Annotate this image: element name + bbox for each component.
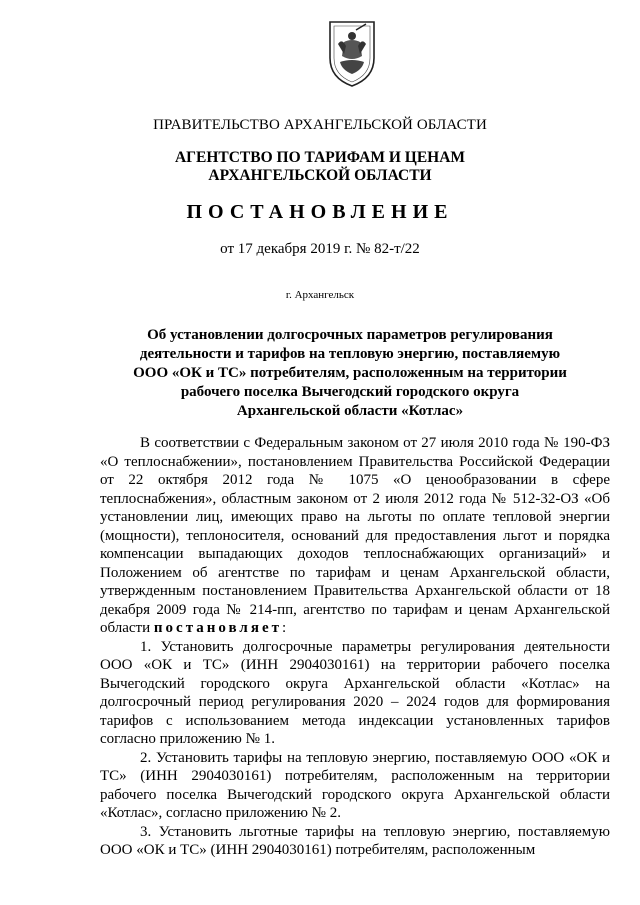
agency-name-line1: АГЕНТСТВО ПО ТАРИФАМ И ЦЕНАМ bbox=[174, 149, 466, 166]
item-paragraph: 3. Установить льготные тарифы на тепловую энергию, поставляемую ООО «ОК и ТС» (ИНН 2904030161) потребителям, расположенным bbox=[100, 823, 610, 858]
subject-line: деятельности и тарифов на тепловую энергию, поставляемую bbox=[139, 346, 561, 362]
subject-line: Архангельской области «Котлас» bbox=[236, 403, 464, 419]
agency-name-line2: АРХАНГЕЛЬСКОЙ ОБЛАСТИ bbox=[208, 167, 432, 184]
coat-of-arms-emblem bbox=[326, 18, 378, 88]
intro-text: В соответствии с Федеральным законом от 27 июля 2010 года № 190-ФЗ «О теплоснабжении», постановлением Правительства Российской Федерации от 22 октября 2012 года № 1075 «О ценообразовании в сфере теплоснабжения», областным законом от 2 июля 2012 года № 512-32-ОЗ «Об установлении лиц, имеющих право на льготы по оплате тепловой энергии (мощности), теплоносителя, оснований для предоставления льгот и порядка компенсации выпадающих доходов теплоснабжающих организаций» и Положением об агентстве по тарифам и ценам Архангельской области, утвержденным постановлением Правительства Архангельской области от 18 декабря 2009 года № 214-пп, агентство по тарифам и ценам Архангельской области bbox=[100, 435, 610, 636]
item-paragraph: 2. Установить тарифы на тепловую энергию, поставляемую ООО «ОК и ТС» (ИНН 2904030161) потребителям, расположенным на территории рабочего поселка Вычегодский городского округа Архангельской области «Котлас», согласно приложению № 2. bbox=[100, 749, 610, 821]
city-name: г. Архангельск bbox=[285, 289, 355, 301]
intro-paragraph: В соответствии с Федеральным законом от 27 июля 2010 года № 190-ФЗ «О теплоснабжении», постановлением Правительства Российской Федерации от 22 октября 2012 года № 1075 «О ценообразовании в сфере теплоснабжения», областным законом от 2 июля 2012 года № 512-32-ОЗ «Об установлении лиц, имеющих право на льготы по оплате тепловой энергии (мощности), теплоносителя, оснований для предоставления льгот и порядка компенсации выпадающих доходов теплоснабжающих организаций» и Положением об агентстве по тарифам и ценам Архангельской области, утвержденным постановлением Правительства Архангельской области от 18 декабря 2009 года № 214-пп, агентство по тарифам и ценам Архангельской области постановляет: bbox=[100, 435, 610, 636]
agency-name bbox=[0, 149, 640, 185]
document-type: ПОСТАНОВЛЕНИЕ bbox=[186, 201, 454, 223]
decides-word: постановляет bbox=[153, 620, 282, 636]
item-paragraph: 1. Установить долгосрочные параметры регулирования деятельности ООО «ОК и ТС» (ИНН 2904030161) на территории рабочего поселка Вычегодский городского округа Архангельской области «Котлас» на долгосрочный период регулирования 2020 – 2024 годов для формирования тарифов с использованием метода индексации установленных тарифов согласно приложению № 1. bbox=[100, 638, 610, 747]
government-name: ПРАВИТЕЛЬСТВО АРХАНГЕЛЬСКОЙ ОБЛАСТИ bbox=[153, 117, 487, 133]
subject-line: рабочего поселка Вычегодский городского округа bbox=[180, 384, 520, 400]
date-and-number: от 17 декабря 2019 г. № 82-т/22 bbox=[220, 241, 420, 257]
subject-line: ООО «ОК и ТС» потребителям, расположенным на территории bbox=[133, 365, 567, 381]
document-body bbox=[100, 434, 610, 860]
subject-line: Об установлении долгосрочных параметров регулирования bbox=[147, 327, 553, 343]
document-subject bbox=[110, 326, 590, 421]
